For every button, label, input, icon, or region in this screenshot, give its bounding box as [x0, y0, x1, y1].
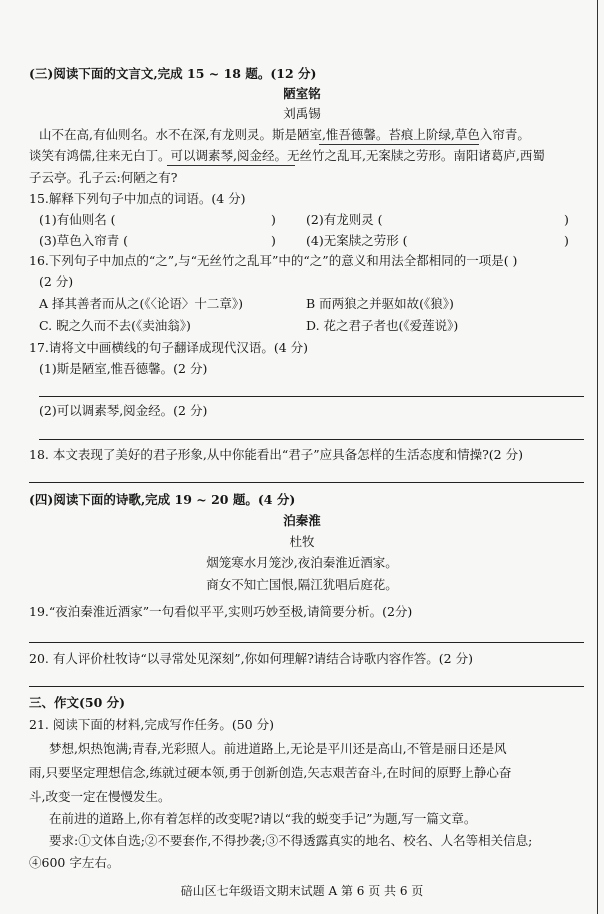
q18-answer-line[interactable] [29, 482, 584, 483]
section-heading-classical: (三)阅读下面的文言文,完成 15 ~ 18 题。(12 分) [29, 66, 317, 81]
q15-item-3: (3)草色入帘青 ( [39, 233, 129, 248]
writing-task: 在前进的道路上,你有着怎样的改变呢?请以“我的蜕变手记”为题,写一篇文章。 [49, 811, 477, 826]
underline-sentence-2 [167, 165, 295, 166]
binding-edge [594, 0, 604, 914]
q21-stem: 21. 阅读下面的材料,完成写作任务。(50 分) [29, 717, 274, 732]
q16-stem: 16.下列句子中加点的“之”,与“无丝竹之乱耳”中的“之”的意义和用法全都相同的一项是( ) [29, 253, 518, 268]
passage-line-3: 子云亭。孔子云:何陋之有? [29, 170, 178, 185]
q15-close-4: ) [564, 233, 569, 248]
q15-close-3: ) [271, 233, 276, 248]
poem-author: 杜牧 [289, 534, 315, 549]
binding-line [597, 0, 598, 914]
section-heading-composition: 三、作文(50 分) [29, 695, 126, 710]
passage-line-1: 山不在高,有仙则名。水不在深,有龙则灵。斯是陋室,惟吾德馨。苔痕上阶绿,草色入帘青。 [39, 127, 530, 142]
requirements-line-1: 要求:①文体自选;②不要套作,不得抄袭;③不得透露真实的地名、校名、人名等相关信息; [49, 833, 533, 848]
q16-option-b: B 而两狼之并驱如故(《狼》) [306, 296, 454, 311]
q15-item-2: (2)有龙则灵 ( [306, 212, 383, 227]
material-line-1: 梦想,炽热饱满;青春,光彩照人。前进道路上,无论是平川还是高山,不管是丽日还是风 [49, 741, 507, 756]
q19-stem: 19.“夜泊秦淮近酒家”一句看似平平,实则巧妙至极,请简要分析。(2分) [29, 604, 413, 619]
q20-stem: 20. 有人评价杜牧诗“以寻常处见深刻”,你如何理解?请结合诗歌内容作答。(2 分) [29, 651, 473, 666]
q17-stem: 17.请将文中画横线的句子翻译成现代汉语。(4 分) [29, 340, 309, 355]
text-title: 陋室铭 [283, 86, 321, 101]
q15-stem: 15.解释下列句子中加点的词语。(4 分) [29, 191, 246, 206]
poem-title: 泊秦淮 [283, 513, 321, 528]
material-line-2: 雨,只要坚定理想信念,练就过硬本领,勇于创新创造,矢志艰苦奋斗,在时间的原野上静心奋 [29, 765, 512, 780]
q19-answer-line[interactable] [29, 642, 584, 643]
q17-answer-line-1[interactable] [39, 396, 584, 397]
q15-close-2: ) [564, 212, 569, 227]
underline-sentence-1 [319, 144, 479, 145]
q17-part-2: (2)可以调素琴,阅金经。(2 分) [39, 403, 208, 418]
q16-score: (2 分) [39, 274, 74, 289]
material-line-3: 斗,改变一定在慢慢发生。 [29, 789, 171, 804]
q15-item-1: (1)有仙则名 ( [39, 212, 116, 227]
q17-part-1: (1)斯是陋室,惟吾德馨。(2 分) [39, 361, 208, 376]
q15-close-1: ) [271, 212, 276, 227]
text-author: 刘禹锡 [283, 106, 321, 121]
poem-line-1: 烟笼寒水月笼沙,夜泊秦淮近酒家。 [206, 555, 398, 570]
q18-stem: 18. 本文表现了美好的君子形象,从中你能看出“君子”应具备怎样的生活态度和情操?(2 分) [29, 447, 523, 462]
requirements-line-2: ④600 字左右。 [29, 855, 120, 870]
q16-option-d: D. 花之君子者也(《爱莲说》) [306, 318, 459, 333]
passage-line-2: 谈笑有鸿儒,往来无白丁。可以调素琴,阅金经。无丝竹之乱耳,无案牍之劳形。南阳诸葛庐,西蜀 [29, 148, 545, 163]
q16-option-c: C. 睨之久而不去(《卖油翁》) [39, 318, 191, 333]
poem-line-2: 商女不知亡国恨,隔江犹唱后庭花。 [206, 577, 398, 592]
q16-option-a: A 择其善者而从之(《〈论语〉十二章》) [39, 296, 244, 311]
q17-answer-line-2[interactable] [39, 439, 584, 440]
page-footer: 碚山区七年级语文期末试题 A 第 6 页 共 6 页 [180, 884, 424, 898]
section-heading-poem: (四)阅读下面的诗歌,完成 19 ~ 20 题。(4 分) [29, 492, 296, 507]
q20-answer-line[interactable] [29, 686, 584, 687]
q15-item-4: (4)无案牍之劳形 ( [306, 233, 408, 248]
